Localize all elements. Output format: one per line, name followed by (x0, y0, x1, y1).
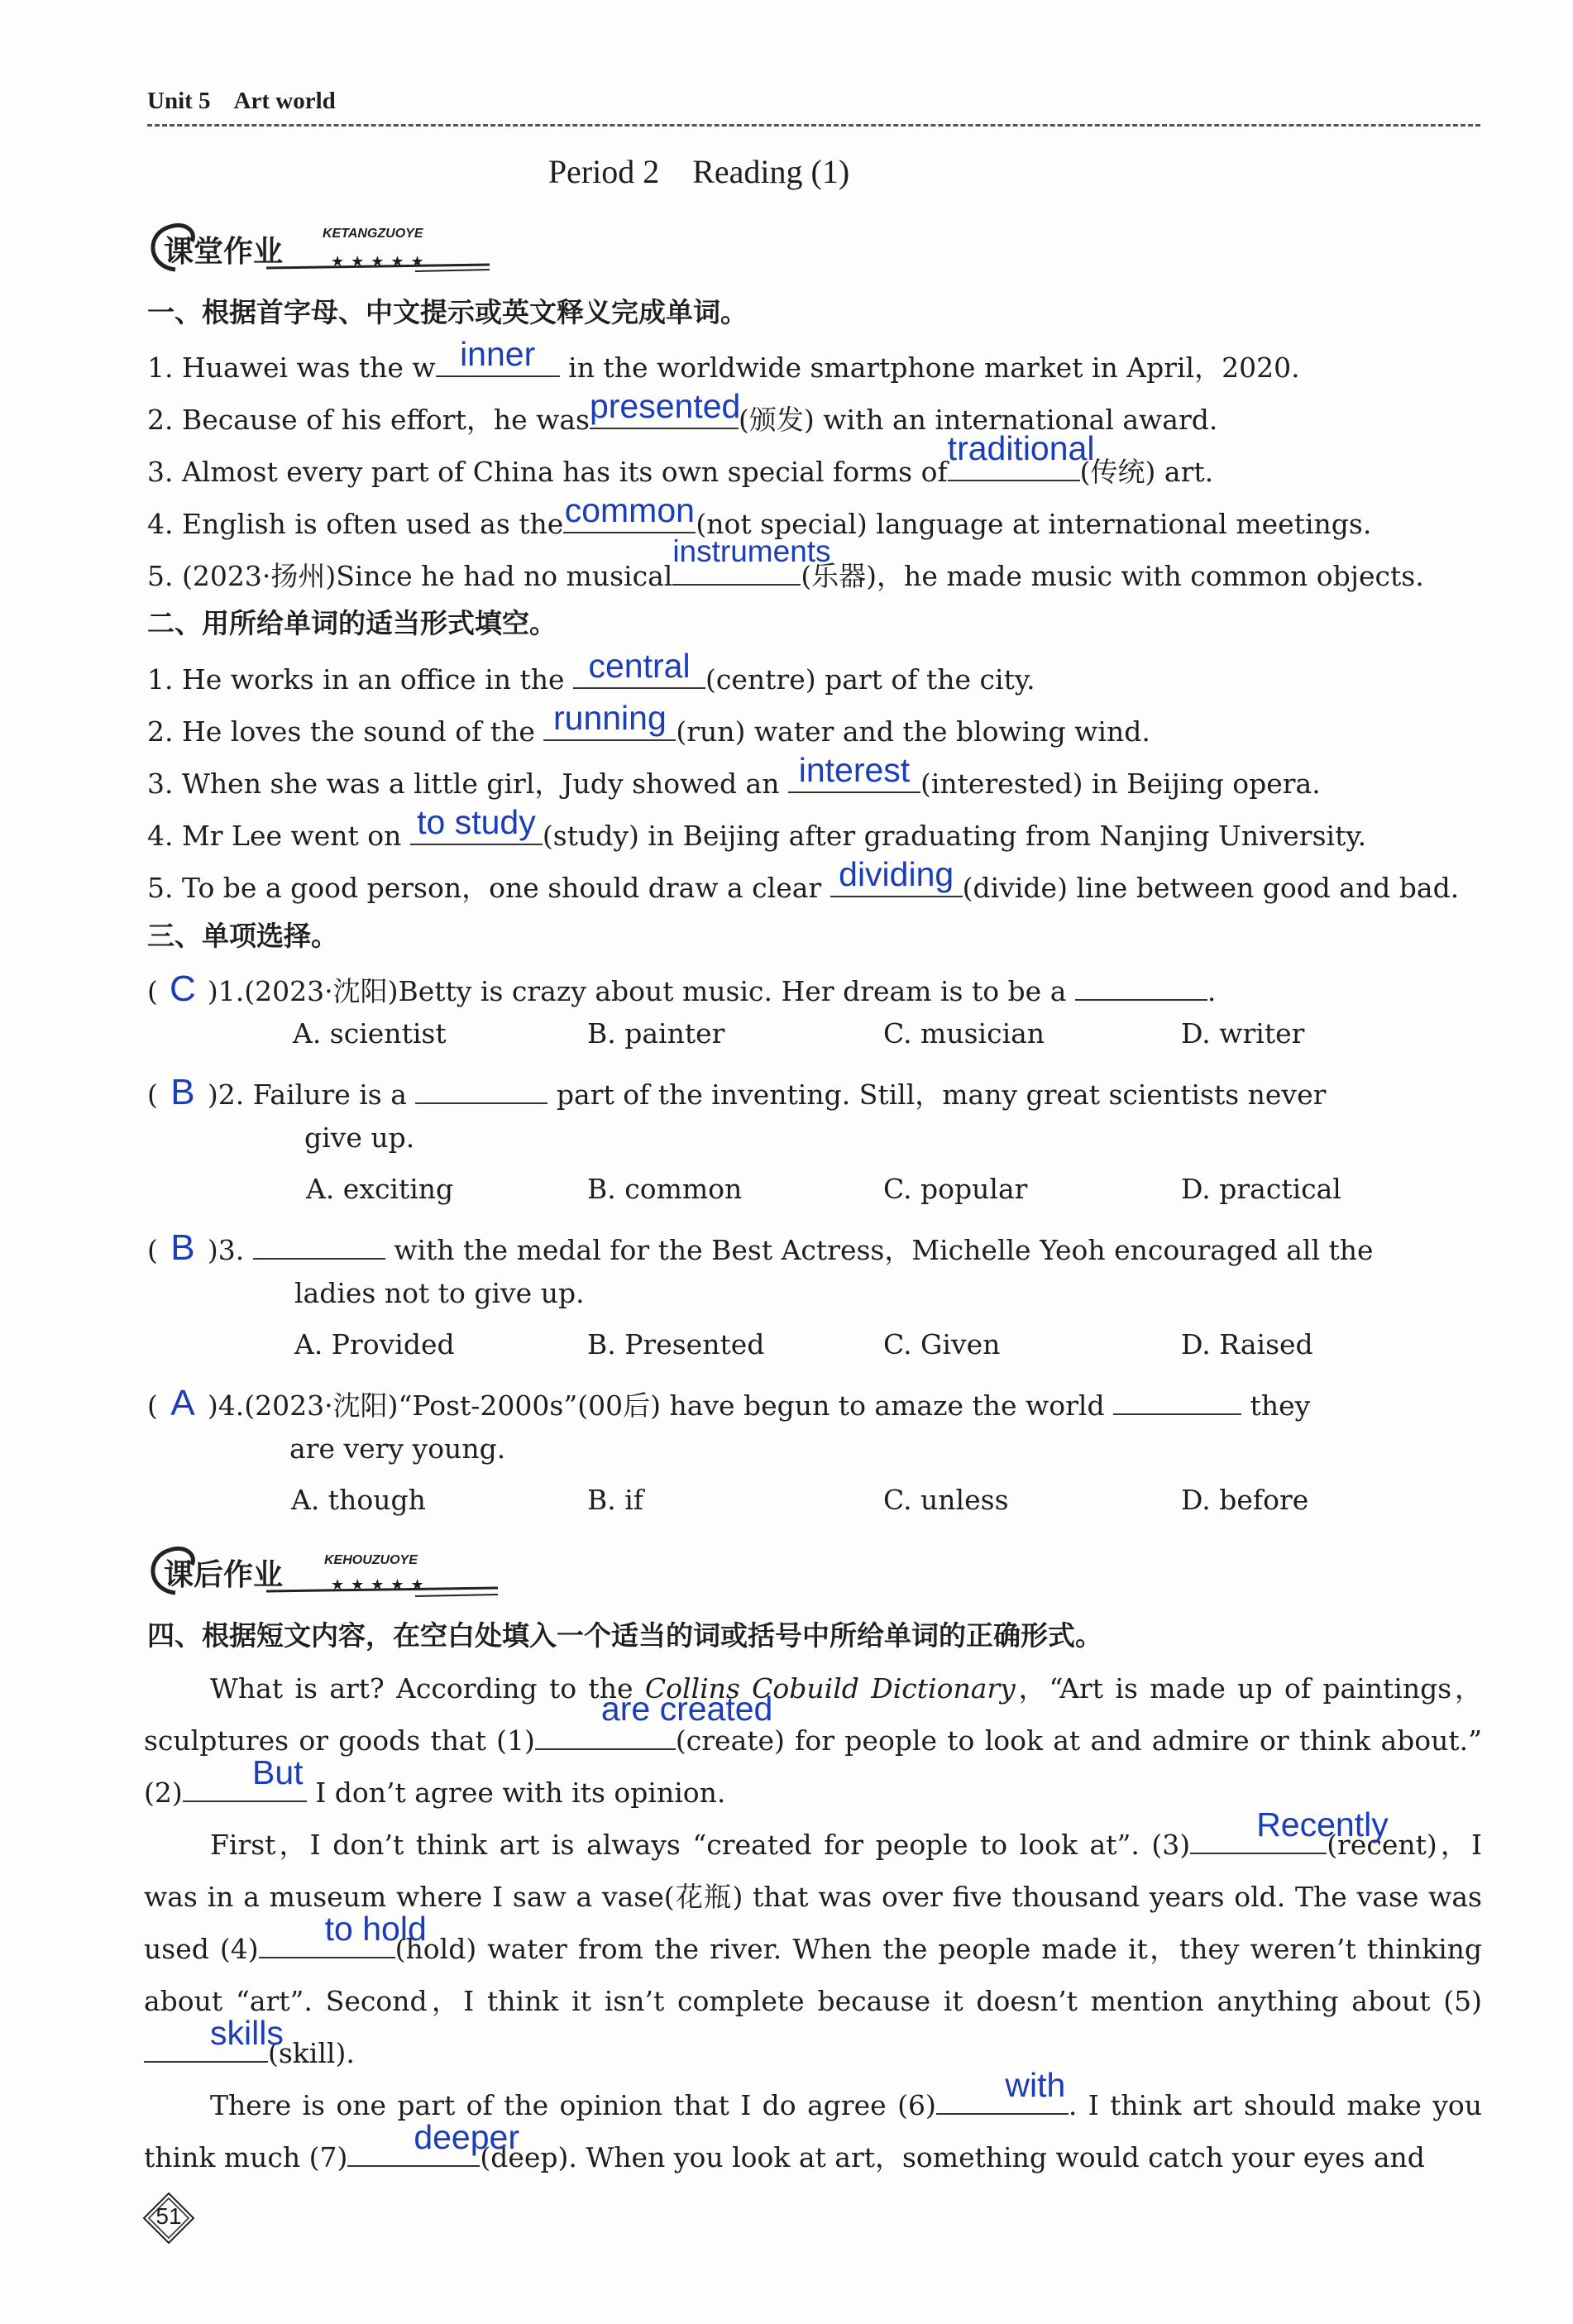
s2-item-1: 1. He works in an office in the central (centre) part of the city. (147, 647, 1035, 696)
answer-blank: interest (788, 758, 920, 793)
badge-stars: ★★★★★ (331, 1576, 431, 1594)
after-class-badge (142, 1540, 506, 1609)
mc-option: B. common (587, 1173, 743, 1205)
mc-answer: C (169, 968, 196, 1009)
s2-item-5: 5. To be a good person，one should draw a clear dividing (divide) line between good and bad. (147, 855, 1460, 904)
mc-option: C. popular (883, 1173, 1028, 1205)
s1-item-5: 5. (2023·扬州)Since he had no musical instruments (乐器)，he made music with common objects. (147, 534, 1424, 592)
section4-heading: 四、根据短文内容，在空白处填入一个适当的词或括号中所给单词的正确形式。 (147, 1619, 1102, 1652)
answer-blank: with (936, 2080, 1069, 2115)
mc-answer: B (170, 1072, 195, 1112)
header-unit: Unit 5 (147, 88, 211, 114)
mc-option: D. writer (1181, 1017, 1305, 1050)
mc-option: A. though (291, 1484, 426, 1516)
badge-stars: ★★★★★ (331, 253, 431, 270)
mc-option: D. Raised (1181, 1328, 1313, 1360)
mc-option: C. unless (883, 1484, 1009, 1516)
mc-answer: B (170, 1227, 195, 1268)
mc-question-3: ( B )3. with the medal for the Best Actress，Michelle Yeoh encouraged all the (147, 1225, 1374, 1269)
s1-item-2: 2. Because of his effort，he was presented (颁发) with an international award. (147, 387, 1218, 436)
page-number: 51 (155, 2203, 182, 2229)
answer-blank: presented (590, 395, 739, 429)
class-work-badge (142, 217, 506, 286)
answer-blank: to hold (259, 1924, 395, 1958)
s2-item-3: 3. When she was a little girl，Judy showed an interest (interested) in Beijing opera. (147, 751, 1321, 800)
badge-title: 课堂作业 (164, 235, 284, 269)
cloze-paragraph-2: First，I don’t think art is always “created for people to look at”. (3) Recently (recent)，I was in a museum where I saw a vase(花瓶) that was over five thousand years old. The vase was used (4) to hold (hold) water from the river. When the people made it，they weren’t thinking about “art”. Second，I think it isn’t complete because it doesn’t mention anything about (5) skills (skill). (144, 1805, 1482, 2069)
badge-pinyin: KETANGZUOYE (323, 227, 423, 241)
badge-pinyin: KEHOUZUOYE (324, 1553, 418, 1567)
page-title: Period 2 Reading (1) (547, 153, 850, 190)
answer-blank (1113, 1380, 1241, 1415)
cloze-paragraph-3: There is one part of the opinion that I do agree (6) with . I think art should make you think much (7) deeper (deep). When you look at art，something would catch your eyes and (144, 2066, 1482, 2173)
section1-heading: 一、根据首字母、中文提示或英文释义完成单词。 (147, 296, 748, 328)
page-number-badge (142, 2192, 195, 2245)
mc-option: A. scientist (293, 1017, 447, 1050)
answer-blank: skills (144, 2028, 268, 2063)
s2-item-2: 2. He loves the sound of the running (run) water and the blowing wind. (147, 699, 1150, 748)
answer-blank: are created (535, 1715, 676, 1750)
mc-option: A. exciting (306, 1173, 454, 1205)
mc-question-1: ( C )1.(2023·沈阳)Betty is crazy about music. Her dream is to be a . (147, 966, 1216, 1010)
mc-stem-continued: give up. (304, 1121, 415, 1154)
header-topic: Art world (233, 88, 336, 114)
answer-blank: running (543, 706, 676, 741)
mc-question-4: ( A )4.(2023·沈阳)“Post-2000s”(00后) have begun to amaze the world they (147, 1380, 1310, 1424)
cloze-paragraph-1: What is art? According to the Collins Cobuild Dictionary，“Art is made up of paintings，sculptures or goods that (1) are created (create) for people to look at and admire or think about.” (2) But I don’t agree with its opinion. (144, 1672, 1483, 1809)
section2-heading: 二、用所给单词的适当形式填空。 (147, 607, 557, 639)
section3-heading: 三、单项选择。 (147, 920, 338, 952)
mc-option: D. practical (1181, 1173, 1341, 1205)
s1-item-3: 3. Almost every part of China has its own special forms of traditional (传统) art. (147, 429, 1214, 488)
answer-blank: central (573, 654, 705, 689)
mc-question-2: ( B )2. Failure is a part of the inventing. Still，many great scientists never (147, 1069, 1326, 1113)
answer-blank: instruments (672, 551, 801, 586)
answer-blank: to study (410, 811, 543, 845)
mc-option: C. Given (883, 1328, 1001, 1360)
s2-item-4: 4. Mr Lee went on to study (study) in Beijing after graduating from Nanjing University. (147, 803, 1367, 852)
mc-option: B. painter (587, 1017, 725, 1050)
answer-blank: dividing (830, 863, 963, 897)
s1-item-4: 4. English is often used as the common (not special) language at international meetings. (147, 491, 1372, 540)
cloze-passage (144, 1662, 1482, 2183)
mc-option: A. Provided (294, 1328, 455, 1360)
answer-blank: deeper (347, 2132, 480, 2167)
mc-option: B. if (587, 1484, 643, 1516)
running-header (147, 88, 336, 115)
mc-option: B. Presented (587, 1328, 765, 1360)
answer-blank: inner (436, 342, 560, 377)
s1-item-1: 1. Huawei was the w inner in the worldwide smartphone market in April，2020. (147, 335, 1300, 384)
answer-blank (1075, 966, 1207, 1001)
mc-option: C. musician (883, 1017, 1045, 1050)
answer-blank: traditional (948, 447, 1080, 481)
mc-option: D. before (1181, 1484, 1309, 1516)
answer-blank: But (183, 1767, 307, 1802)
answer-blank: Recently (1190, 1820, 1327, 1854)
answer-blank (253, 1225, 385, 1260)
mc-stem-continued: ladies not to give up. (294, 1277, 585, 1309)
badge-title: 课后作业 (164, 1558, 284, 1592)
answer-blank (415, 1069, 547, 1104)
mc-stem-continued: are very young. (289, 1432, 506, 1465)
answer-blank: common (563, 499, 696, 533)
mc-answer: A (170, 1383, 195, 1423)
header-divider (147, 124, 1480, 127)
